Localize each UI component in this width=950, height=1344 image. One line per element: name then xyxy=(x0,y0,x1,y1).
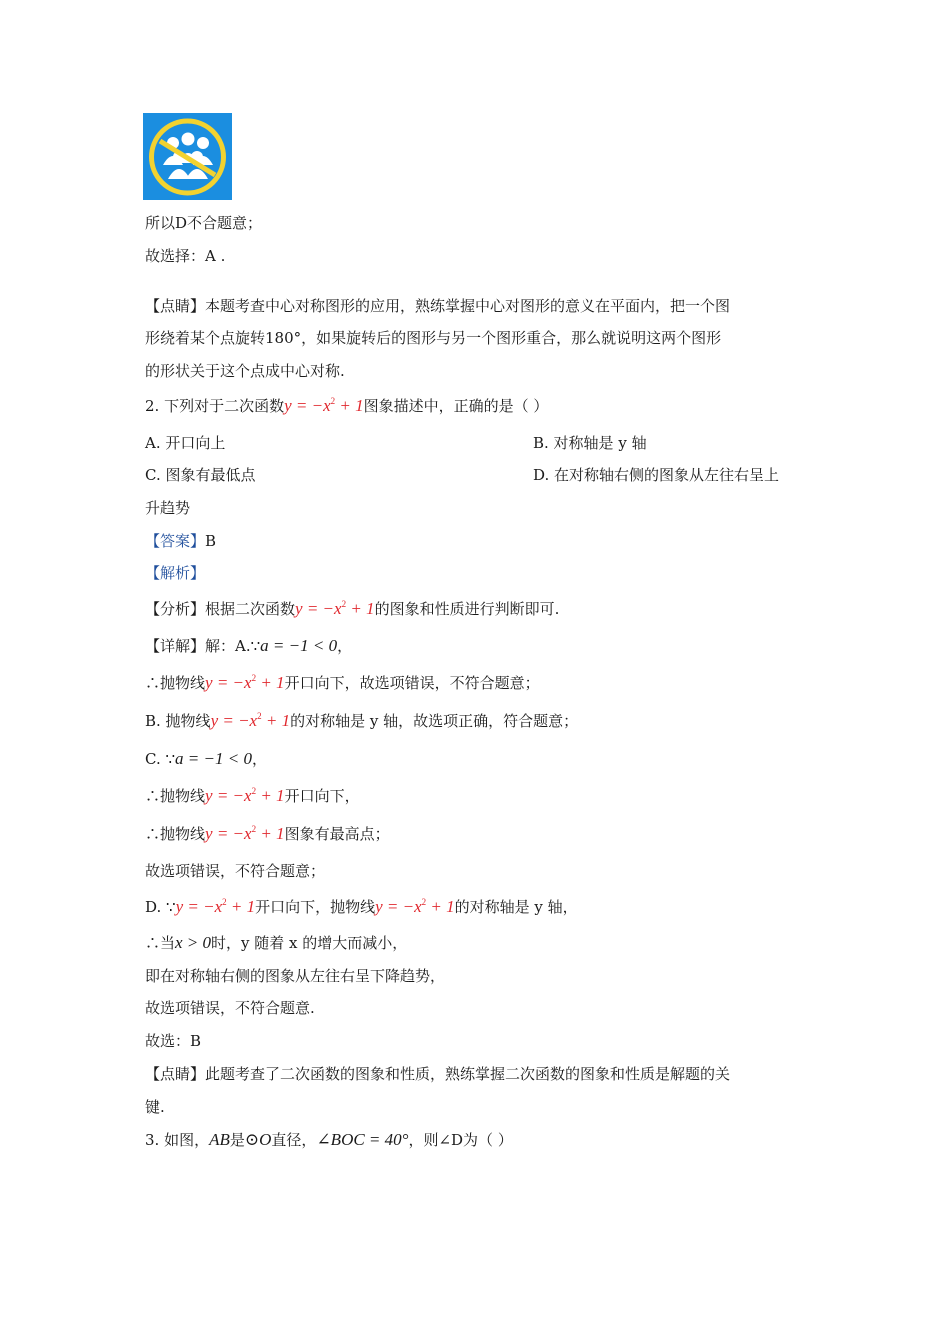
q3-stem: 3. 如图，AB是⊙O直径，∠BOC = 40°，则∠D为（ ） xyxy=(145,1130,513,1149)
analysis-heading: 【解析】 xyxy=(145,564,206,582)
formula: $y = -x^2 + 1$ xyxy=(205,824,285,843)
c-line: C. ∵a = −1 < 0， xyxy=(145,749,267,768)
d-line-2: ∴当x > 0时，y 随着 x 的增大而减小， xyxy=(145,933,408,952)
c-line-3: ∴抛物线$y = -x^2 + 1$图象有最高点； xyxy=(145,824,390,843)
formula: $y = -x^2 + 1$ xyxy=(205,673,285,692)
d-line-4: 故选项错误，不符合题意. xyxy=(145,999,315,1017)
no-crowd-icon xyxy=(143,113,232,200)
option-a: A. 开口向上 xyxy=(145,434,226,452)
prev-line-1: 所以D不合题意； xyxy=(145,214,263,232)
option-b: B. 对称轴是 y 轴 xyxy=(533,434,647,452)
formula: $y = -x^2 + 1$ xyxy=(375,897,455,916)
d-line-3: 即在对称轴右侧的图象从左往右呈下降趋势， xyxy=(145,967,446,985)
prev-line-2: 故选择：A . xyxy=(145,247,226,265)
final-answer: 故选：B xyxy=(145,1032,202,1050)
option-d-cont: 升趋势 xyxy=(145,499,191,517)
formula: $y = -x^2 + 1$ xyxy=(205,786,285,805)
option-c: C. 图象有最低点 xyxy=(145,466,256,484)
c-line-2: ∴抛物线$y = -x^2 + 1$开口向下， xyxy=(145,786,360,805)
q2-tip-line-2: 键. xyxy=(145,1098,165,1116)
prev-tip-line-2: 形绕着某个点旋转180°，如果旋转后的图形与另一个图形重合，那么就说明这两个图形 xyxy=(145,329,722,347)
prev-tip-line-3: 的形状关于这个点成中心对称. xyxy=(145,362,345,380)
xiangjie-line: 【详解】解：A.∵a = −1 < 0， xyxy=(145,636,353,655)
a-conclusion: ∴抛物线$y = -x^2 + 1$开口向下，故选项错误，不符合题意； xyxy=(145,673,540,692)
prev-tip-line-1: 【点睛】本题考查中心对称图形的应用，熟练掌握中心对图形的意义在平面内，把一个图 xyxy=(145,297,731,315)
formula: $y = -x^2 + 1$ xyxy=(284,396,364,415)
answer-line: 【答案】B xyxy=(145,532,217,550)
formula: $y = -x^2 + 1$ xyxy=(295,599,375,618)
no-crowd-logo xyxy=(143,113,232,200)
d-line: D. ∵y = $-x^2 + 1$开口向下，抛物线$y = -x^2 + 1$的对称轴是 y 轴， xyxy=(145,897,578,916)
option-d: D. 在对称轴右侧的图象从左往右呈上 xyxy=(533,466,780,484)
fenxi-line: 【分析】根据二次函数$y = -x^2 + 1$的图象和性质进行判断即可. xyxy=(145,599,560,618)
formula: $y = -x^2 + 1$ xyxy=(175,897,256,916)
q2-tip-line-1: 【点睛】此题考查了二次函数的图象和性质，熟练掌握二次函数的图象和性质是解题的关 xyxy=(145,1065,731,1083)
formula: $y = -x^2 + 1$ xyxy=(210,711,291,730)
b-line: B. 抛物线$y = -x^2 + 1$的对称轴是 y 轴，故选项正确，符合题意； xyxy=(145,711,579,730)
c-line-4: 故选项错误，不符合题意； xyxy=(145,862,326,880)
q2-stem: 2. 下列对于二次函数$y = -x^2 + 1$图象描述中，正确的是（ ） xyxy=(145,396,549,415)
